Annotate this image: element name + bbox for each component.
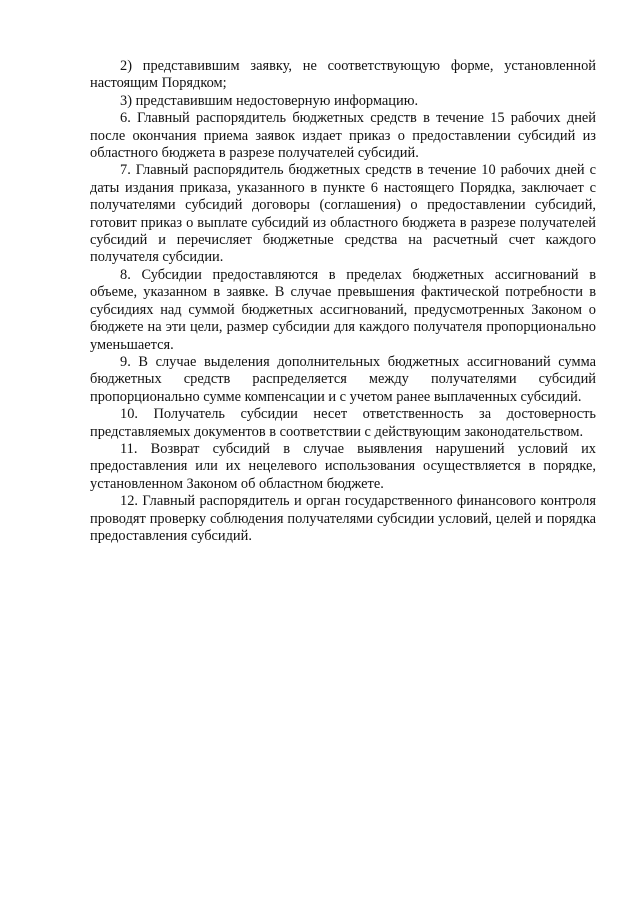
paragraph-clause-6: 6. Главный распорядитель бюджетных средств в течение 15 рабочих дней после окончания приема заявок издает приказ о предоставлении субсидий из областного бюджета в разрезе получателей субсидий. [90,110,596,162]
paragraph-clause-8: 8. Субсидии предоставляются в пределах бюджетных ассигнований в объеме, указанном в заявке. В случае превышения фактической потребности в субсидиях над суммой бюджетных ассигнований, предусмотренных Законом о бюджете на эти цели, размер субсидии для каждого получателя пропорционально уменьшается. [90,266,596,353]
paragraph-clause-7: 7. Главный распорядитель бюджетных средств в течение 10 рабочих дней с даты издания приказа, указанного в пункте 6 настоящего Порядка, заключает с получателями субсидий договоры (соглашения) о предоставлении субсидий, готовит приказ о выплате субсидий из областного бюджета в разрезе получателей субсидий и перечисляет бюджетные средства на расчетный счет каждого получателя субсидии. [90,162,596,266]
paragraph-clause-10: 10. Получатель субсидии несет ответственность за достоверность представляемых документов в соответствии с действующим законодательством. [90,406,596,440]
paragraph-item-3: 3) представившим недостоверную информацию. [120,92,419,109]
paragraph-clause-12: 12. Главный распорядитель и орган государственного финансового контроля проводят проверку соблюдения получателями субсидии условий, целей и порядка предоставления субсидий. [90,493,596,544]
paragraph-clause-11: 11. Возврат субсидий в случае выявления нарушений условий их предоставления или их нецелевого использования осуществляется в порядке, установленном Законом об областном бюджете. [90,440,596,492]
document-page [90,58,596,545]
paragraph-clause-9: 9. В случае выделения дополнительных бюджетных ассигнований сумма бюджетных средств распределяется между получателями субсидий пропорционально сумме компенсации и с учетом ранее выплаченных субсидий. [90,353,596,405]
paragraph-item-2: 2) представившим заявку, не соответствующую форме, установленной настоящим Порядком; [90,58,596,92]
